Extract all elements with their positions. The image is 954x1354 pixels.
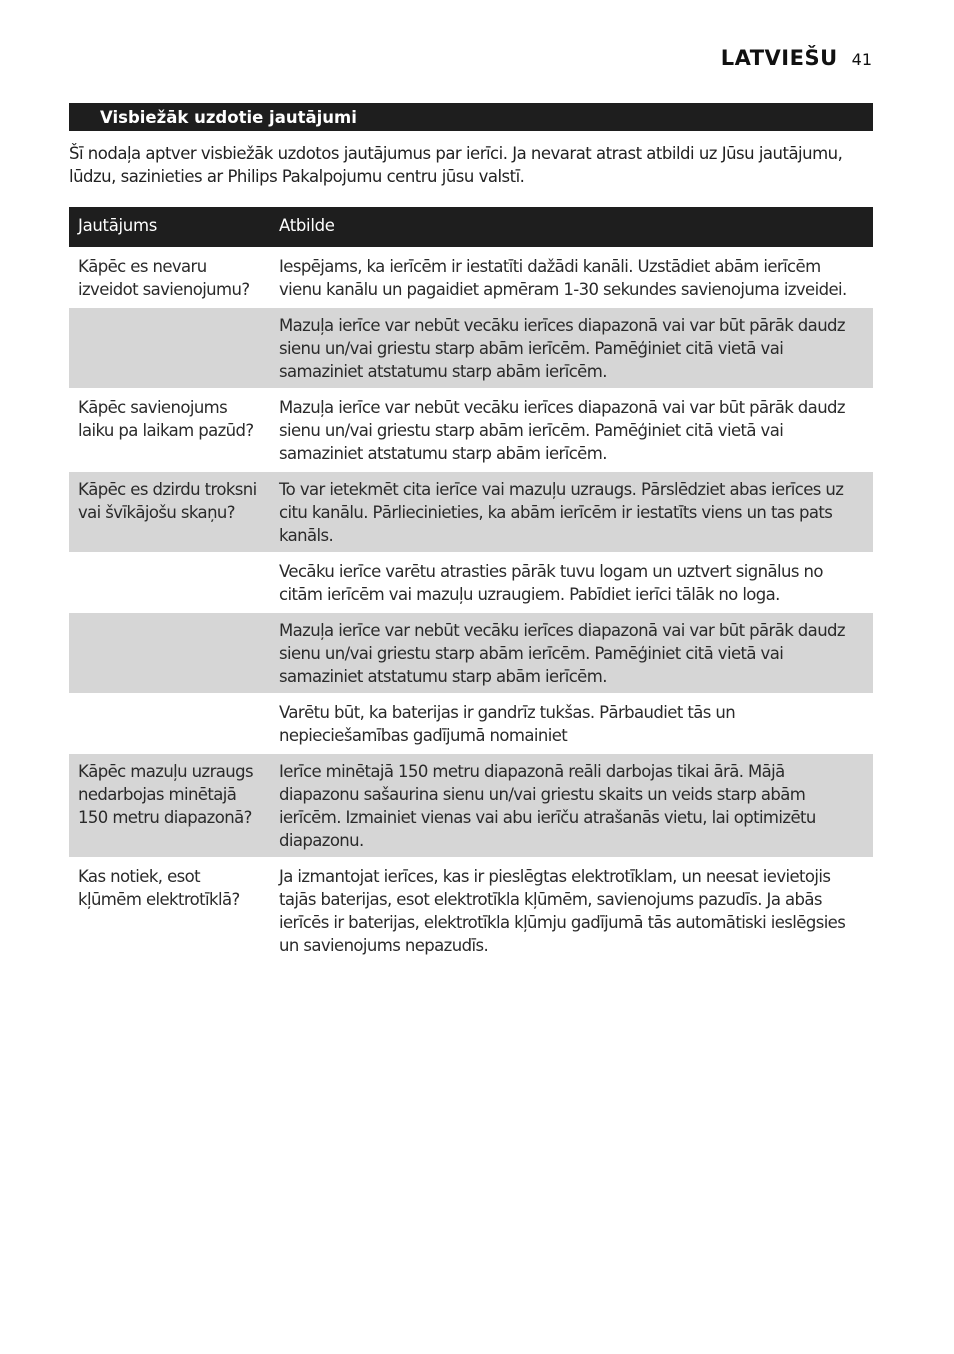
question-cell [69, 694, 270, 753]
question-cell [69, 612, 270, 694]
section-title: Visbiežāk uzdotie jautājumi [69, 103, 873, 131]
answer-cell: Vecāku ierīce varētu atrasties pārāk tuvu logam un uztvert signālus no citām ierīcēm vai mazuļu uzraugiem. Pabīdiet ierīci tālāk no loga. [279, 562, 823, 604]
page-header [721, 46, 872, 70]
table-row [69, 389, 873, 471]
answer-cell: Mazuļa ierīce var nebūt vecāku ierīces diapazonā vai var būt pārāk daudz sienu un/vai griestu starp abām ierīcēm. Pamēģiniet citā vietā vai samaziniet atstatumu starp abām ierīcēm. [270, 307, 873, 389]
table-row [69, 858, 873, 963]
question-cell: Kāpēc es dzirdu troksni vai švīkājošu skaņu? [69, 471, 270, 553]
column-header-answer: Atbilde [270, 207, 873, 248]
table-header-row [69, 207, 873, 248]
question-cell [69, 553, 270, 612]
table-row [69, 307, 873, 389]
faq-table [69, 207, 873, 964]
table-row [69, 471, 873, 553]
answer-cell: Varētu būt, ka baterijas ir gandrīz tukšas. Pārbaudiet tās un nepieciešamības gadījumā nomainiet [279, 703, 736, 745]
question-cell: Kāpēc es nevaru izveidot savienojumu? [78, 257, 250, 299]
column-header-question: Jautājums [69, 207, 270, 248]
table-row [69, 694, 873, 753]
table-row [69, 248, 873, 307]
question-cell [69, 307, 270, 389]
answer-cell: Mazuļa ierīce var nebūt vecāku ierīces diapazonā vai var būt pārāk daudz sienu un/vai griestu starp abām ierīcēm. Pamēģiniet citā vietā vai samaziniet atstatumu starp abām ierīcēm. [270, 612, 873, 694]
answer-cell: Ja izmantojat ierīces, kas ir pieslēgtas elektrotīklam, un neesat ievietojis tajās baterijas, esot elektrotīkla kļūmēm, savienojums pazudīs. Ja abās ierīcēs ir baterijas, elektrotīkla kļūmju gadījumā tās automātiski ieslēgsies un savienojums nepazudīs. [279, 867, 846, 955]
table-row [69, 553, 873, 612]
intro-paragraph: Šī nodaļa aptver visbiežāk uzdotos jautājumus par ierīci. Ja nevarat atrast atbildi uz Jūsu jautājumu, lūdzu, sazinieties ar Philips Pakalpojumu centru jūsu valstī. [69, 144, 843, 186]
answer-cell: To var ietekmēt cita ierīce vai mazuļu uzraugs. Pārslēdziet abas ierīces uz citu kanālu. Pārliecinieties, ka abām ierīcēm ir iestatīts viens un tas pats kanāls. [270, 471, 873, 553]
answer-cell: Mazuļa ierīce var nebūt vecāku ierīces diapazonā vai var būt pārāk daudz sienu un/vai griestu starp abām ierīcēm. Pamēģiniet citā vietā vai samaziniet atstatumu starp abām ierīcēm. [279, 398, 845, 463]
question-cell: Kas notiek, esot kļūmēm elektrotīklā? [78, 867, 240, 909]
question-cell: Kāpēc savienojums laiku pa laikam pazūd? [78, 398, 254, 440]
question-cell: Kāpēc mazuļu uzraugs nedarbojas minētajā 150 metru diapazonā? [69, 753, 270, 858]
page-number: 41 [851, 50, 872, 69]
table-row [69, 612, 873, 694]
answer-cell: Iespējams, ka ierīcēm ir iestatīti dažādi kanāli. Uzstādiet abām ierīcēm vienu kanālu un pagaidiet apmēram 1-30 sekundes savienojuma izveidei. [279, 257, 847, 299]
language-title: LATVIEŠU [720, 46, 838, 70]
answer-cell: Ierīce minētajā 150 metru diapazonā reāli darbojas tikai ārā. Mājā diapazonu sašaurina sienu un/vai griestu skaits un veids starp abām ierīcēm. Izmainiet vienas vai abu ierīču atrašanās vietu, lai optimizētu diapazonu. [270, 753, 873, 858]
table-row [69, 753, 873, 858]
